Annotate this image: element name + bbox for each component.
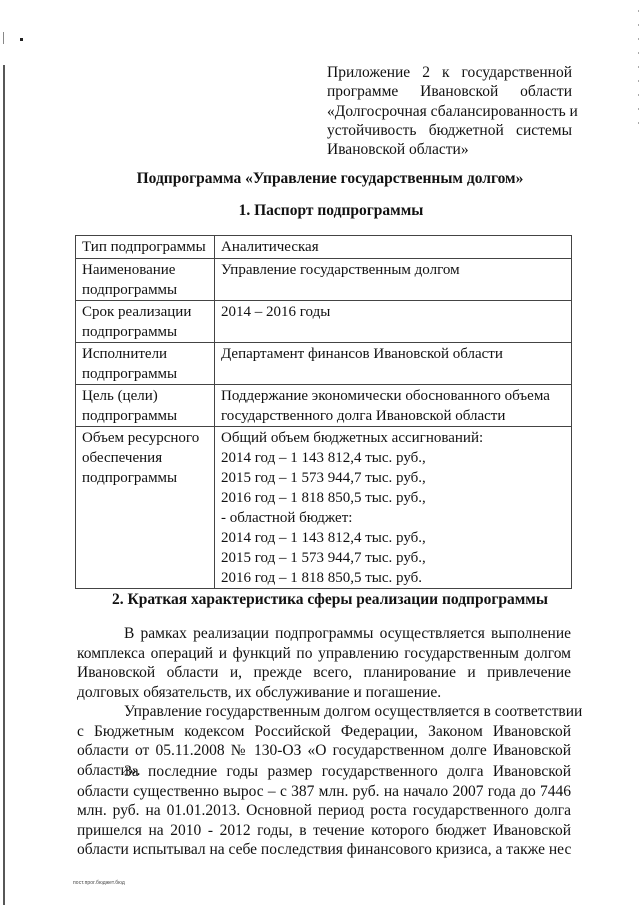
table-row xyxy=(76,301,572,343)
row-label: Срок реализации подпрограммы xyxy=(76,301,215,343)
paragraph-line: области существенно вырос – с 387 млн. руб. на начало 2007 года до 7446 xyxy=(77,782,571,800)
scan-artifact-left-edge xyxy=(3,65,5,905)
value-line: 2014 год – 1 143 812,4 тыс. руб., xyxy=(221,450,426,466)
scan-artifact-dot xyxy=(20,38,23,41)
appendix-note xyxy=(327,63,578,159)
row-label: Исполнители подпрограммы xyxy=(76,343,215,385)
passport-table xyxy=(75,235,572,589)
value-line: Общий объем бюджетных ассигнований: xyxy=(221,430,484,446)
value-line: Управление государственным долгом xyxy=(221,262,460,278)
scan-artifact-right-edge xyxy=(638,10,639,135)
table-row xyxy=(76,385,572,427)
paragraph-line: В рамках реализации подпрограммы осуществляется выполнение xyxy=(124,625,571,642)
row-value xyxy=(215,236,572,259)
paragraph-line: с Бюджетным кодексом Российской Федерации, Законом Ивановской xyxy=(77,722,571,740)
row-label: Наименование подпрограммы xyxy=(76,259,215,301)
row-value xyxy=(215,259,572,301)
appendix-line: устойчивость бюджетной системы xyxy=(327,121,572,139)
paragraph xyxy=(77,624,571,702)
value-line: государственного долга Ивановской области xyxy=(221,408,506,424)
value-line: - областной бюджет: xyxy=(221,510,353,526)
row-value xyxy=(215,427,572,589)
paragraph-line: комплекса операций и функций по управлению государственным долгом xyxy=(77,644,571,662)
footer-file-code: пост.прог.бюджет.бюд xyxy=(73,880,125,886)
paragraph-line: области испытывал на себе последствия финансового кризиса, а также нес xyxy=(77,841,572,858)
value-line: Поддержание экономически обоснованного объема xyxy=(221,388,550,404)
paragraph-line: Ивановской области и, прежде всего, планирование и привлечение xyxy=(77,664,571,681)
value-line: 2016 год – 1 818 850,5 тыс. руб., xyxy=(221,490,426,506)
table-row xyxy=(76,343,572,385)
scan-artifact-left-ticks xyxy=(3,32,4,44)
row-label: Цель (цели) подпрограммы xyxy=(76,385,215,427)
paragraph-line: пришелся на 2010 - 2012 годы, в течение которого бюджет Ивановской xyxy=(77,821,571,839)
row-label: Тип подпрограммы xyxy=(76,236,215,259)
row-label: Объем ресурсного обеспечения подпрограммы xyxy=(76,427,215,589)
paragraph-line: области от 05.11.2008 № 130-ОЗ «О государственном долге Ивановской xyxy=(77,742,571,759)
value-line: 2014 – 2016 годы xyxy=(221,304,331,320)
appendix-line: «Долгосрочная сбалансированность и xyxy=(327,102,578,120)
subprogram-title: Подпрограмма «Управление государственным долгом» xyxy=(136,170,524,187)
paragraph-line: долговых обязательств, их обслуживание и погашение. xyxy=(77,683,442,701)
section-1-heading: 1. Паспорт подпрограммы xyxy=(238,202,424,219)
value-line: 2015 год – 1 573 944,7 тыс. руб., xyxy=(221,550,426,566)
value-line: Аналитическая xyxy=(221,239,319,255)
value-line: 2015 год – 1 573 944,7 тыс. руб., xyxy=(221,470,426,486)
row-value xyxy=(215,385,572,427)
table-row xyxy=(76,236,572,259)
paragraph xyxy=(77,762,571,860)
row-value xyxy=(215,343,572,385)
appendix-line: Ивановской области» xyxy=(327,141,469,159)
value-line: 2016 год – 1 818 850,5 тыс. руб. xyxy=(221,570,423,586)
section-2-heading: 2. Краткая характеристика сферы реализации подпрограммы xyxy=(112,591,548,608)
appendix-line: программе Ивановской области xyxy=(327,83,572,101)
paragraph-line: За последние годы размер государственного долга Ивановской xyxy=(124,763,571,780)
appendix-line: Приложение 2 к государственной xyxy=(327,64,572,81)
row-value xyxy=(215,301,572,343)
table-row xyxy=(76,259,572,301)
table-row xyxy=(76,427,572,589)
paragraph-line: Управление государственным долгом осуществляется в соответствии xyxy=(124,703,583,720)
paragraph-line: области». xyxy=(77,761,141,779)
paragraph-line: млн. руб. на 01.01.2013. Основной период роста государственного долга xyxy=(77,802,571,819)
value-line: Департамент финансов Ивановской области xyxy=(221,346,503,362)
value-line: 2014 год – 1 143 812,4 тыс. руб., xyxy=(221,530,426,546)
